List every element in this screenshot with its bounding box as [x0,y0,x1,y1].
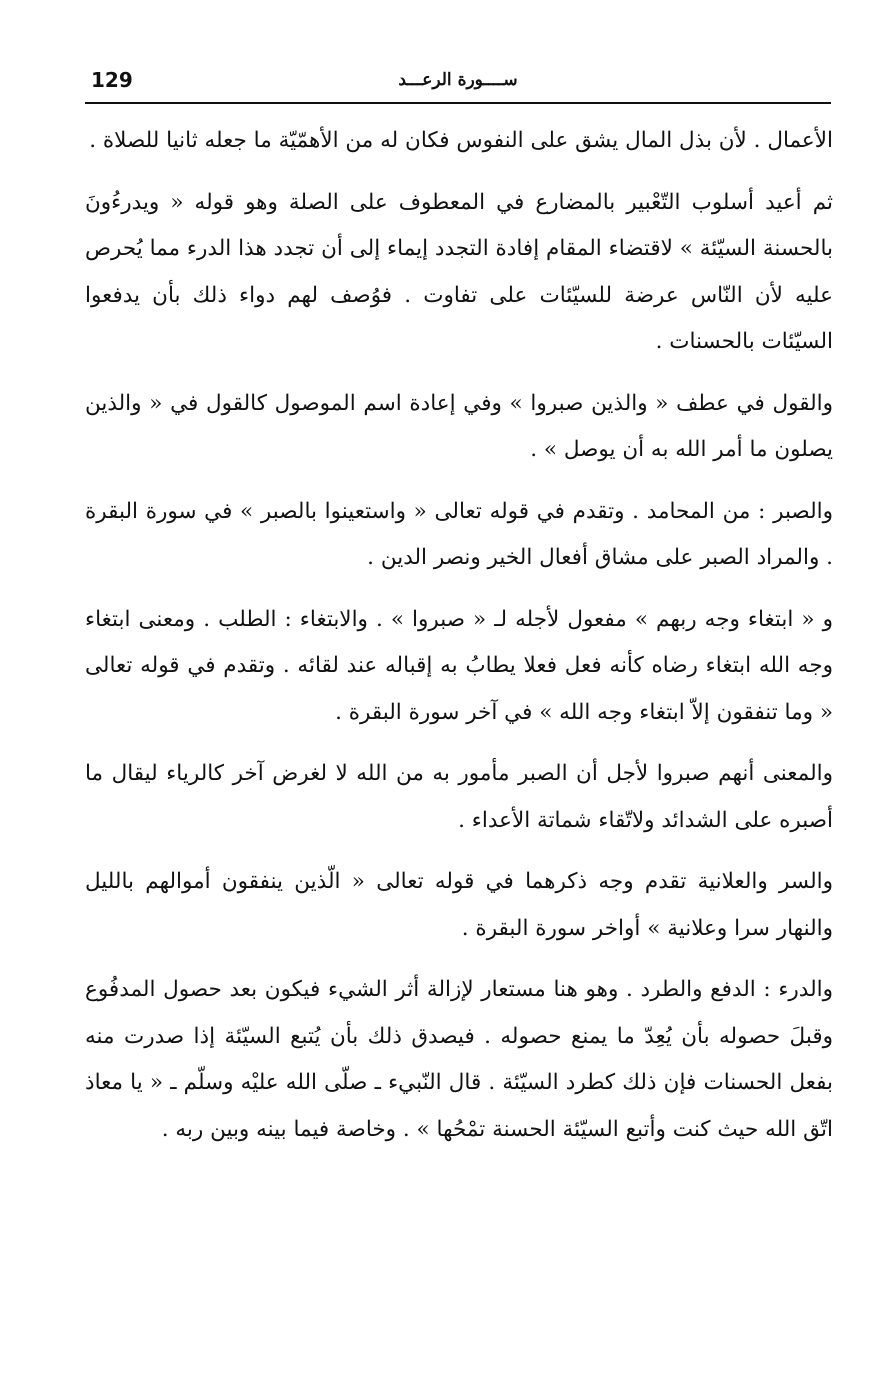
paragraph: والدرء : الدفع والطرد . وهو هنا مستعار لإزالة أثر الشيء فيكون بعد حصول المدفُوع وقبلَ حصوله بأن يُعِدّ ما يمنع حصوله . فيصدق ذلك بأن يُتبع السيّئة إذا صدرت منه بفعل الحسنات فإن ذلك كطرد السيّئة . قال النّبيء ـ صلّى الله عليْه وسلّم ـ « يا معاذ اتّق الله حيث كنت وأتبع السيّئة الحسنة تمْحُها » . وخاصة فيما بينه وبين ربه . [85,977,833,1142]
page-body [85,118,833,1168]
page-header [85,58,831,104]
paragraph: الأعمال . لأن بذل المال يشق على النفوس فكان له من الأهمّيّة ما جعله ثانيا للصلاة . [89,128,833,153]
paragraph: ثم أعيد أسلوب التّعْبير بالمضارع في المعطوف على الصلة وهو قوله « ويدرءُونَ بالحسنة السيّئة » لاقتضاء المقام إفادة التجدد إيماء إلى أن تجدد هذا الدرء مما يُحرص عليه لأن النّاس عرضة للسيّئات على تفاوت . فوُصف لهم دواء ذلك بأن يدفعوا السيّئات بالحسنات . [85,189,833,354]
running-head: ســــورة الرعـــد [398,70,518,90]
paragraph: والصبر : من المحامد . وتقدم في قوله تعالى « واستعينوا بالصبر » في سورة البقرة . والمراد الصبر على مشاق أفعال الخير ونصر الدين . [85,498,833,570]
paragraph: والقول في عطف « والذين صبروا » وفي إعادة اسم الموصول كالقول في « والذين يصلون ما أمر الله به أن يوصل » . [85,390,833,462]
paragraph: والمعنى أنهم صبروا لأجل أن الصبر مأمور به من الله لا لغرض آخر كالرياء ليقال ما أصبره على الشدائد ولاتّقاء شماتة الأعداء . [85,761,833,833]
page-number: 129 [91,68,133,92]
paragraph: والسر والعلانية تقدم وجه ذكرهما في قوله تعالى « الّذين ينفقون أموالهم بالليل والنهار سرا وعلانية » أواخر سورة البقرة . [85,869,833,941]
paragraph: و « ابتغاء وجه ربهم » مفعول لأجله لـ « صبروا » . والابتغاء : الطلب . ومعنى ابتغاء وجه الله ابتغاء رضاه كأنه فعل فعلا يطابُ به إقباله عند لقائه . وتقدم في قوله تعالى « وما تنفقون إلاّ ابتغاء وجه الله » في آخر سورة البقرة . [85,606,833,725]
